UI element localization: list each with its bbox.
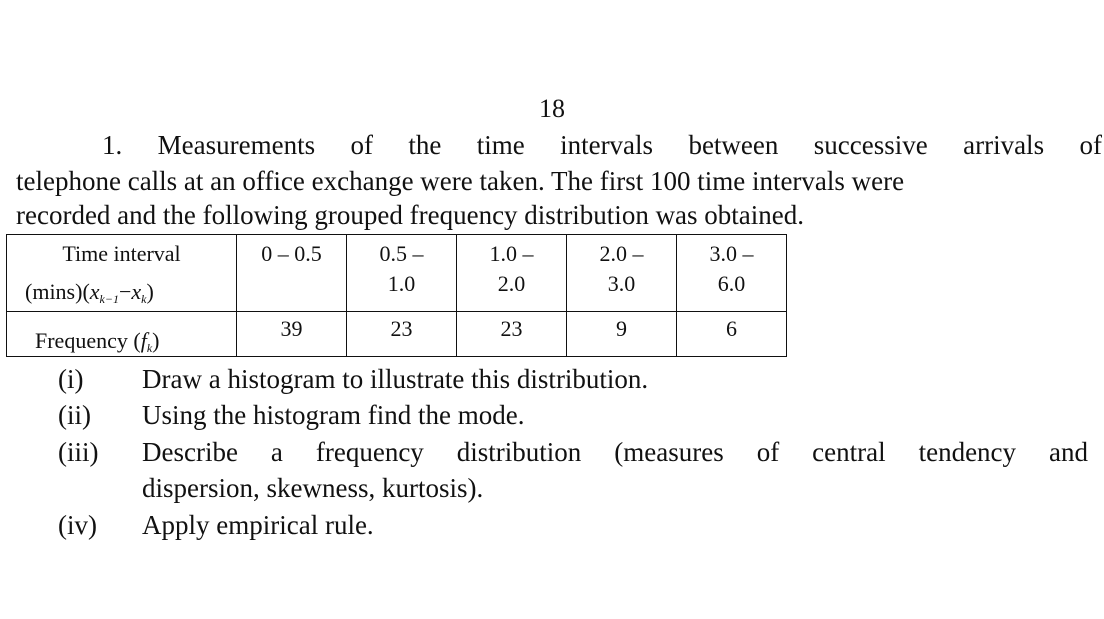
word: frequency xyxy=(315,437,424,467)
freq-suffix: ) xyxy=(152,328,160,353)
interval-line1: 2.0 – xyxy=(599,241,644,266)
word: Measurements xyxy=(157,130,316,160)
interval-cell xyxy=(677,235,787,312)
interval-line2: 1.0 xyxy=(387,271,416,296)
word: of xyxy=(756,437,780,467)
word: of xyxy=(350,130,373,160)
word: and xyxy=(1049,437,1088,467)
interval-cell xyxy=(457,235,567,312)
question-number: 1. xyxy=(102,130,123,160)
word: successive xyxy=(813,130,928,160)
subscript: k xyxy=(141,292,147,306)
word: arrivals xyxy=(963,130,1045,160)
subscript: k−1 xyxy=(99,292,119,306)
frequency-cell: 9 xyxy=(567,312,677,357)
task-number: (ii) xyxy=(58,400,91,430)
interval-header-title: Time interval xyxy=(62,241,181,266)
interval-header-units xyxy=(25,279,154,307)
interval-header-cell xyxy=(7,235,237,312)
task-number: (iii) xyxy=(58,437,99,467)
word: distribution xyxy=(456,437,582,467)
var-x: x xyxy=(131,279,142,304)
word: a xyxy=(270,437,283,467)
frequency-cell: 23 xyxy=(347,312,457,357)
task-text: Apply empirical rule. xyxy=(142,510,374,540)
task-text-line2: dispersion, skewness, kurtosis). xyxy=(142,473,484,503)
subscript: k xyxy=(146,341,153,355)
interval-line2: 3.0 xyxy=(607,271,636,296)
task-text: Using the histogram find the mode. xyxy=(142,400,525,430)
word: intervals xyxy=(560,130,654,160)
var-x: x xyxy=(89,279,100,304)
frequency-table xyxy=(6,234,787,357)
word: (measures xyxy=(614,437,724,467)
word: of xyxy=(1079,130,1102,160)
var-f: f xyxy=(140,328,147,353)
word: tendency xyxy=(918,437,1017,467)
freq-prefix: Frequency ( xyxy=(35,328,141,353)
interval-cell xyxy=(237,235,347,312)
frequency-header-cell xyxy=(7,312,237,357)
page-number: 18 xyxy=(539,94,565,123)
task-text-line1 xyxy=(142,435,1088,469)
question-line-3: recorded and the following grouped frequency distribution was obtained. xyxy=(16,200,805,230)
minus-sign: − xyxy=(118,279,132,304)
interval-cell xyxy=(347,235,457,312)
interval-line1: 1.0 – xyxy=(489,241,534,266)
question-line-1 xyxy=(102,128,1102,162)
word: time xyxy=(476,130,525,160)
frequency-cell: 39 xyxy=(237,312,347,357)
word: between xyxy=(688,130,779,160)
task-number: (i) xyxy=(58,364,84,394)
interval-row xyxy=(7,235,787,312)
interval-line1: 0.5 – xyxy=(379,241,424,266)
units-prefix: (mins)( xyxy=(25,279,90,304)
interval-line2: 2.0 xyxy=(497,271,526,296)
units-suffix: ) xyxy=(146,279,154,304)
word: Describe xyxy=(142,437,238,467)
interval-line1: 3.0 – xyxy=(709,241,754,266)
frequency-header-label xyxy=(35,328,159,356)
task-text: Draw a histogram to illustrate this distribution. xyxy=(142,364,649,394)
interval-line2: 6.0 xyxy=(717,271,746,296)
word: central xyxy=(812,437,886,467)
interval-line1: 0 – 0.5 xyxy=(261,241,322,266)
question-paragraph xyxy=(16,128,1102,238)
interval-cell xyxy=(567,235,677,312)
frequency-row xyxy=(7,312,787,357)
word: the xyxy=(408,130,442,160)
task-number: (iv) xyxy=(58,510,97,540)
frequency-cell: 23 xyxy=(457,312,567,357)
question-line-2: telephone calls at an office exchange were taken. The first 100 time intervals were xyxy=(16,166,905,196)
frequency-cell: 6 xyxy=(677,312,787,357)
